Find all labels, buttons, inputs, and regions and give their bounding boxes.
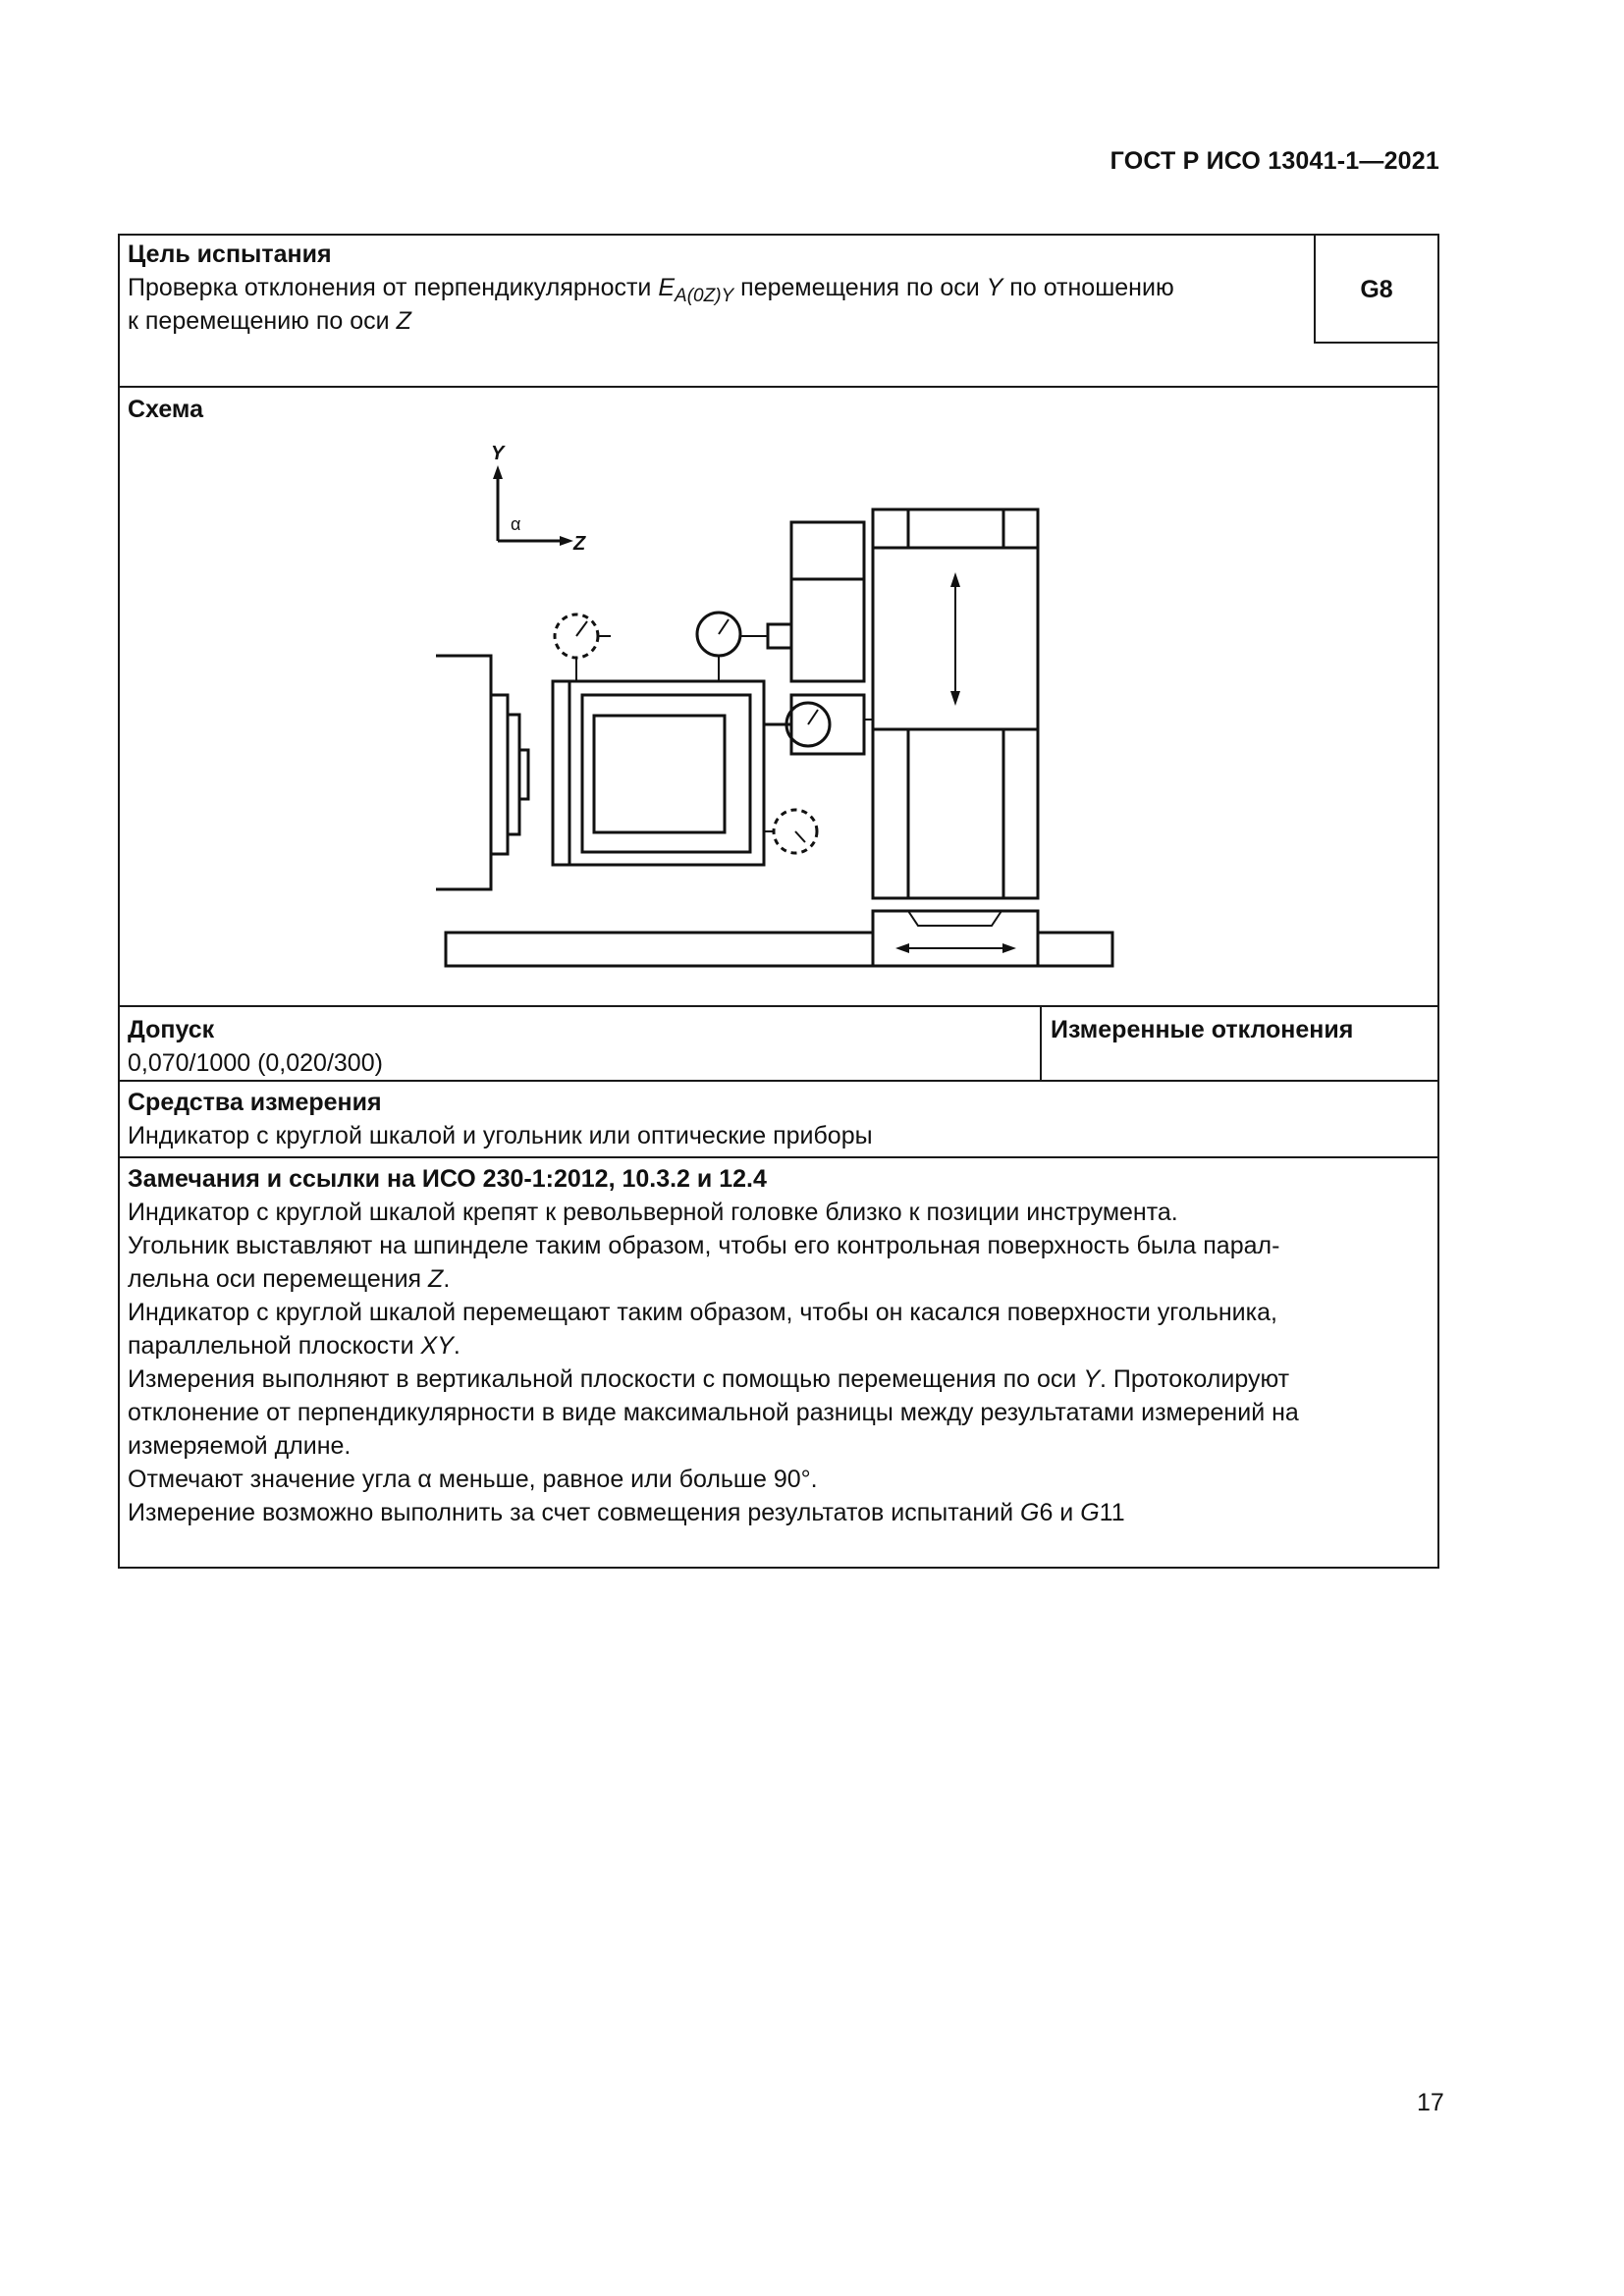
chuck-outer [491,695,508,854]
bed-left [446,933,873,966]
axis-y-label: Y [491,443,505,464]
notes-line-5: параллельной плоскости XY. [128,1332,460,1360]
notes-line-2: Угольник выставляют на шпинделе таким образом, чтобы его контрольная поверхность была парал- [128,1232,1280,1259]
square-inner [594,716,725,832]
notes-line-3: лельна оси перемещения Z. [128,1265,451,1293]
turret-housing [791,522,864,681]
axis-y-arrowhead [493,465,503,479]
test-table [118,234,1439,1569]
chuck-inner [508,715,519,834]
symbol-e: E [658,274,676,301]
purpose-heading: Цель испытания [128,240,332,268]
divider-instruments [118,1156,1439,1158]
square-flange [553,681,569,865]
instruments-heading: Средства измерения [128,1089,382,1116]
headstock [436,656,491,889]
measured-deviations-heading: Измеренные отклонения [1051,1016,1354,1043]
indicator-holder [768,624,791,648]
notes-line-10: Измерение возможно выполнить за счет совмещения результатов испытаний G6 и G11 [128,1499,1125,1526]
notes-line-4: Индикатор с круглой шкалой перемещают таким образом, чтобы он касался поверхности угольника, [128,1299,1277,1326]
page-number: 17 [1417,2089,1444,2116]
purpose-line-1: Проверка отклонения от перпендикулярности $E_{A(0Z)Y}$ перемещения по оси Y по отношению [128,274,1174,306]
notes-line-8: измеряемой длине. [128,1432,352,1460]
purpose-line-2: к перемещению по оси Z [128,307,411,335]
notes-heading: Замечания и ссылки на ИСО 230-1:2012, 10.3.2 и 12.4 [128,1165,767,1193]
square-outer [569,681,764,865]
bed-right [1038,933,1112,966]
tolerance-heading: Допуск [128,1016,215,1043]
tolerance-value: 0,070/1000 (0,020/300) [128,1049,383,1077]
symbol-subscript: A(0Z)Y [675,286,734,306]
notes-line-9: Отмечают значение угла α меньше, равное или больше 90°. [128,1466,818,1493]
notes-line-1: Индикатор с круглой шкалой крепят к револьверной головке близко к позиции инструмента. [128,1199,1178,1226]
notes-line-6: Измерения выполняют в вертикальной плоскости с помощью перемещения по оси Y. Протоколируют [128,1365,1290,1393]
notes-line-7: отклонение от перпендикулярности в виде максимальной разницы между результатами измерений на [128,1399,1299,1426]
axis-z-label: Z [573,533,586,555]
axis-z-arrowhead [560,536,573,546]
chuck-jaw [519,750,528,799]
test-code: G8 [1360,276,1393,303]
carriage [873,911,1038,966]
divider-measured [1040,1005,1042,1080]
scheme-heading: Схема [128,396,203,423]
divider-scheme [118,1005,1439,1007]
instruments-text: Индикатор с круглой шкалой и угольник или оптические приборы [128,1122,873,1149]
divider-tolerance [118,1080,1439,1082]
document-header: ГОСТ Р ИСО 13041-1—2021 [1110,147,1439,175]
angle-label: α [511,514,521,534]
